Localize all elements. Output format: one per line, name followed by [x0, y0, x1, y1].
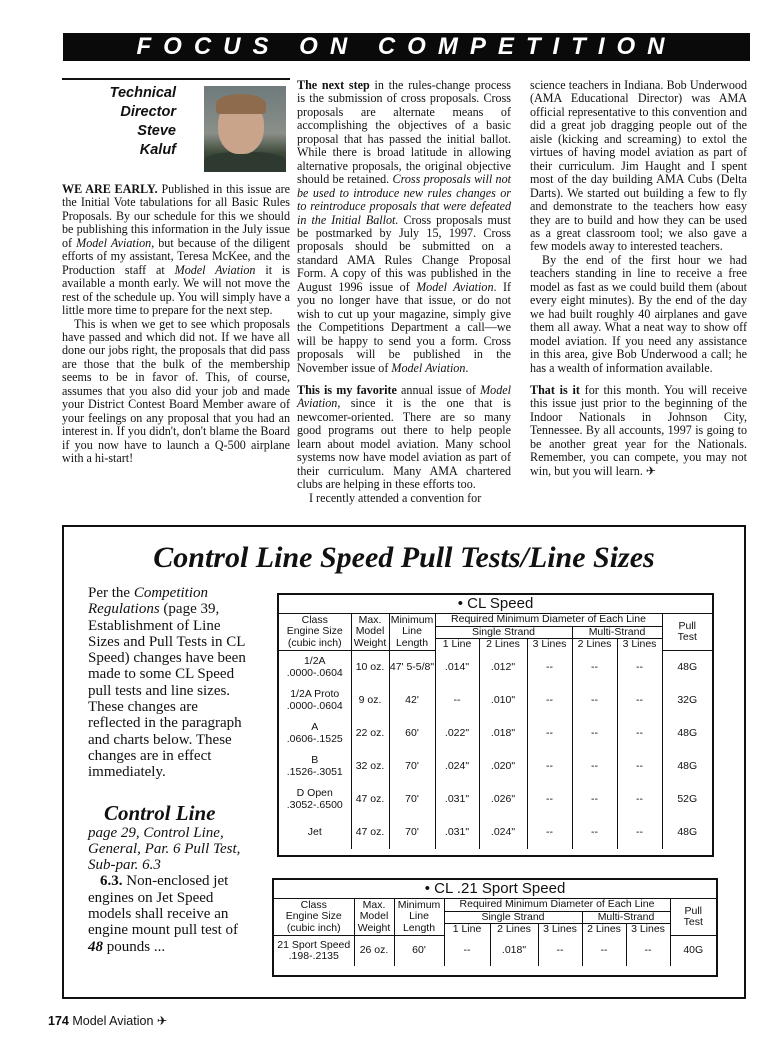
- l2-cell: .018": [490, 936, 538, 967]
- m3-cell: --: [617, 651, 662, 685]
- col-header: 3 Lines: [626, 924, 670, 936]
- length-cell: 60': [394, 936, 444, 967]
- l1-cell: .031": [435, 816, 479, 849]
- length-cell: 70': [389, 750, 435, 783]
- m3-cell: --: [626, 936, 670, 967]
- m3-cell: --: [617, 750, 662, 783]
- l3-cell: --: [527, 684, 572, 717]
- col-header: Multi-Strand: [582, 911, 670, 924]
- m2-cell: --: [572, 684, 617, 717]
- col-header: Required Minimum Diameter of Each Line: [444, 899, 670, 911]
- col-header: Multi-Strand: [572, 626, 662, 639]
- col-header: 3 Lines: [538, 924, 582, 936]
- table-row: [274, 936, 716, 967]
- col-header: 3 Lines: [527, 639, 572, 651]
- pull-cell: 48G: [662, 750, 712, 783]
- weight-cell: 47 oz.: [351, 816, 389, 849]
- weight-cell: 9 oz.: [351, 684, 389, 717]
- col-header: 1 Line: [435, 639, 479, 651]
- pull-cell: 48G: [662, 717, 712, 750]
- cl-21-sport-speed-table: [272, 878, 718, 977]
- length-cell: 42': [389, 684, 435, 717]
- table-row: [279, 717, 712, 750]
- l3-cell: --: [527, 783, 572, 816]
- l1-cell: .022": [435, 717, 479, 750]
- class-cell: Jet: [279, 816, 351, 849]
- table-row: [279, 816, 712, 849]
- length-cell: 47' 5-5/8": [389, 651, 435, 685]
- l2-cell: .026": [479, 783, 527, 816]
- class-cell: 1/2A Proto .0000-.0604: [279, 684, 351, 717]
- l1-cell: .031": [435, 783, 479, 816]
- paragraph: WE ARE EARLY. Published in this issue are the Initial Vote tabulations for all Basic Rules Proposals. By our schedule for this we should be publishing this information in the July issue of Model Aviation, but because of the diligent efforts of my assistant, Teresa McKee, and the Production staff at Model Aviation it is available a month early. We will not move the rest of the schedule up. You will simply have a little more time to prepare for the next step.: [62, 182, 291, 318]
- col-header: Single Strand: [435, 626, 572, 639]
- col-header: 2 Lines: [479, 639, 527, 651]
- table-title: • CL .21 Sport Speed: [274, 880, 716, 899]
- rule-text: 6.3. Non-enclosed jet engines on Jet Speed models shall receive an engine mount pull test of 48 pounds ...: [88, 873, 238, 955]
- pull-cell: 32G: [662, 684, 712, 717]
- pull-cell: 48G: [662, 651, 712, 685]
- paragraph: The next step in the rules-change process is the submission of cross proposals. Cross proposals are alternate means of accomplishing the objectives of a basic proposal that has passed the initial ballot. While there is broad latitude in allowing alternative proposals, the original objective should be retained. Cross proposals will not be used to introduce new rules changes or to reintroduce proposals that were defeated in the Initial Ballot. Cross proposals must be postmarked by July 15, 1997. Cross proposals should be submitted on a standard AMA Rules Change Proposal Form. A copy of this was published in the August 1996 issue of Model Aviation. If you no longer have that issue, or do not wish to cut up your magazine, simply give the Competitions Department a call—we will be happy to send you a form. Cross proposals will be published in the November issue of Model Aviation.: [297, 78, 512, 375]
- m2-cell: --: [572, 651, 617, 685]
- l3-cell: --: [527, 750, 572, 783]
- m3-cell: --: [617, 717, 662, 750]
- l1-cell: .024": [435, 750, 479, 783]
- l1-cell: --: [435, 684, 479, 717]
- byline-line: Kaluf: [139, 142, 176, 158]
- col-header: Pull Test: [670, 899, 716, 936]
- col-header: 3 Lines: [617, 639, 662, 651]
- col-header: Single Strand: [444, 911, 582, 924]
- length-cell: 60': [389, 717, 435, 750]
- byline-line: Technical: [109, 85, 176, 101]
- length-cell: 70': [389, 783, 435, 816]
- table-row: [279, 783, 712, 816]
- m2-cell: --: [582, 936, 626, 967]
- l2-cell: .010": [479, 684, 527, 717]
- page-footer: [48, 1013, 167, 1028]
- l2-cell: .020": [479, 750, 527, 783]
- col-header: Minimum Line Length: [394, 899, 444, 936]
- col-header: Required Minimum Diameter of Each Line: [435, 614, 662, 626]
- paragraph: science teachers in Indiana. Bob Underwood (AMA Educational Director) was AMA official representative to this convention and did a great job dragging people out of the aisle (kicking and screaming) to extol the virtues of having model aviation as part of their curriculum. Jim Haught and I spent most of the day building AMA Cubs (Delta Darts). We started out building a few to fly and demonstrate to the teachers how easy they are to build and how they can be used as a great classroom tool; we also gave a few models away to interested teachers.: [530, 78, 747, 254]
- author-title: [62, 84, 176, 160]
- sidebar-box: [62, 525, 746, 999]
- box-title: Control Line Speed Pull Tests/Line Sizes: [153, 541, 655, 574]
- class-cell: D Open .3052-.6500: [279, 783, 351, 816]
- column-1: [62, 183, 290, 466]
- rule-reference: page 29, Control Line, General, Par. 6 Pull Test, Sub-par. 6.3: [88, 824, 241, 874]
- l1-cell: .014": [435, 651, 479, 685]
- weight-cell: 22 oz.: [351, 717, 389, 750]
- paragraph: This is when we get to see which proposals have passed and which did not. If we have all done our jobs right, the proposals that did pass are those that the bulk of the membership seems to be in favor of. This, of course, assumes that you also did your job and made your District Contest Board Member aware of your feelings on any proposal that you had an interest in. If you didn't, don't blame the Board if you now have to launch a Q-500 airplane with a hi-start!: [62, 316, 290, 466]
- l3-cell: --: [527, 816, 572, 849]
- weight-cell: 47 oz.: [351, 783, 389, 816]
- section-header: FOCUS ON COMPETITION: [63, 33, 750, 61]
- col-header: Max. Model Weight: [351, 614, 389, 651]
- plane-icon: ✈: [156, 1014, 168, 1028]
- byline-line: Steve: [137, 123, 176, 139]
- box-intro: Per the Competition Regulations (page 39, Establishment of Line Sizes and Pull Tests in CL Speed) changes have been made to some CL Speed pull tests and line sizes. These changes are reflected in the paragraph and charts below. These changes are in effect immediately.: [88, 585, 246, 781]
- pull-cell: 48G: [662, 816, 712, 849]
- class-cell: 1/2A .0000-.0604: [279, 651, 351, 685]
- col-header: Minimum Line Length: [390, 613, 434, 649]
- col-header: 2 Lines: [572, 639, 617, 651]
- class-cell: A .0606-.1525: [279, 717, 351, 750]
- weight-cell: 26 oz.: [354, 936, 394, 967]
- col-header: 1 Line: [444, 924, 490, 936]
- paragraph: That is it for this month. You will receive this issue just prior to the beginning of the Indoor Nationals in Johnson City, Tennessee. By all accounts, 1997 is going to be another great year for the Nationals. Remember, you can compete, you may not win, but you will learn. ✈: [530, 382, 747, 478]
- paragraph: By the end of the first hour we had teachers standing in line to receive a free model as fast as we could build them (about every eight minutes). By the end of the day we had built roughly 40 airplanes and gave them all away. What a neat way to show off model aviation. If you need any assistance in this area, give Bob Underwood a call; he has a wealth of information available.: [530, 252, 747, 375]
- magazine-name: Model Aviation: [72, 1014, 154, 1028]
- cl-speed-table: [277, 593, 714, 857]
- l2-cell: .024": [479, 816, 527, 849]
- length-cell: 70': [389, 816, 435, 849]
- byline: [62, 78, 290, 176]
- box-text: [88, 585, 254, 955]
- pull-cell: 52G: [662, 783, 712, 816]
- col-header: Class Engine Size (cubic inch): [279, 614, 351, 651]
- col-header: 2 Lines: [490, 924, 538, 936]
- paragraph: I recently attended a convention for: [309, 490, 482, 505]
- col-header: 2 Lines: [582, 924, 626, 936]
- col-header: Max. Model Weight: [354, 899, 394, 936]
- author-photo: [204, 86, 286, 172]
- control-line-heading: Control Line: [104, 800, 216, 825]
- pull-cell: 40G: [670, 936, 716, 967]
- l2-cell: .018": [479, 717, 527, 750]
- m3-cell: --: [617, 684, 662, 717]
- table-title: • CL Speed: [279, 595, 712, 614]
- l3-cell: --: [527, 717, 572, 750]
- table-row: [279, 750, 712, 783]
- l3-cell: --: [527, 651, 572, 685]
- page-number: 174: [48, 1014, 69, 1028]
- table-row: [279, 684, 712, 717]
- byline-line: Director: [120, 104, 176, 120]
- col-header: Class Engine Size (cubic inch): [274, 899, 354, 936]
- class-cell: B .1526-.3051: [279, 750, 351, 783]
- l1-cell: --: [444, 936, 490, 967]
- m2-cell: --: [572, 717, 617, 750]
- weight-cell: 32 oz.: [351, 750, 389, 783]
- table-row: [279, 651, 712, 685]
- column-2: [297, 79, 511, 505]
- m3-cell: --: [617, 816, 662, 849]
- end-mark-icon: ✈: [642, 463, 657, 478]
- column-3: [530, 79, 747, 478]
- l2-cell: .012": [479, 651, 527, 685]
- class-cell: 21 Sport Speed .198-.2135: [274, 936, 354, 967]
- weight-cell: 10 oz.: [351, 651, 389, 685]
- m3-cell: --: [617, 783, 662, 816]
- col-header: Pull Test: [662, 614, 712, 651]
- m2-cell: --: [572, 816, 617, 849]
- m2-cell: --: [572, 750, 617, 783]
- paragraph: This is my favorite annual issue of Model Aviation, since it is the one that is newcomer-oriented. There are so many good programs out there to help people learn about model aviation. Many school systems now have model aviation as part of their curriculum. Many AMA chartered clubs are helping in these efforts too.: [297, 382, 511, 492]
- l3-cell: --: [538, 936, 582, 967]
- m2-cell: --: [572, 783, 617, 816]
